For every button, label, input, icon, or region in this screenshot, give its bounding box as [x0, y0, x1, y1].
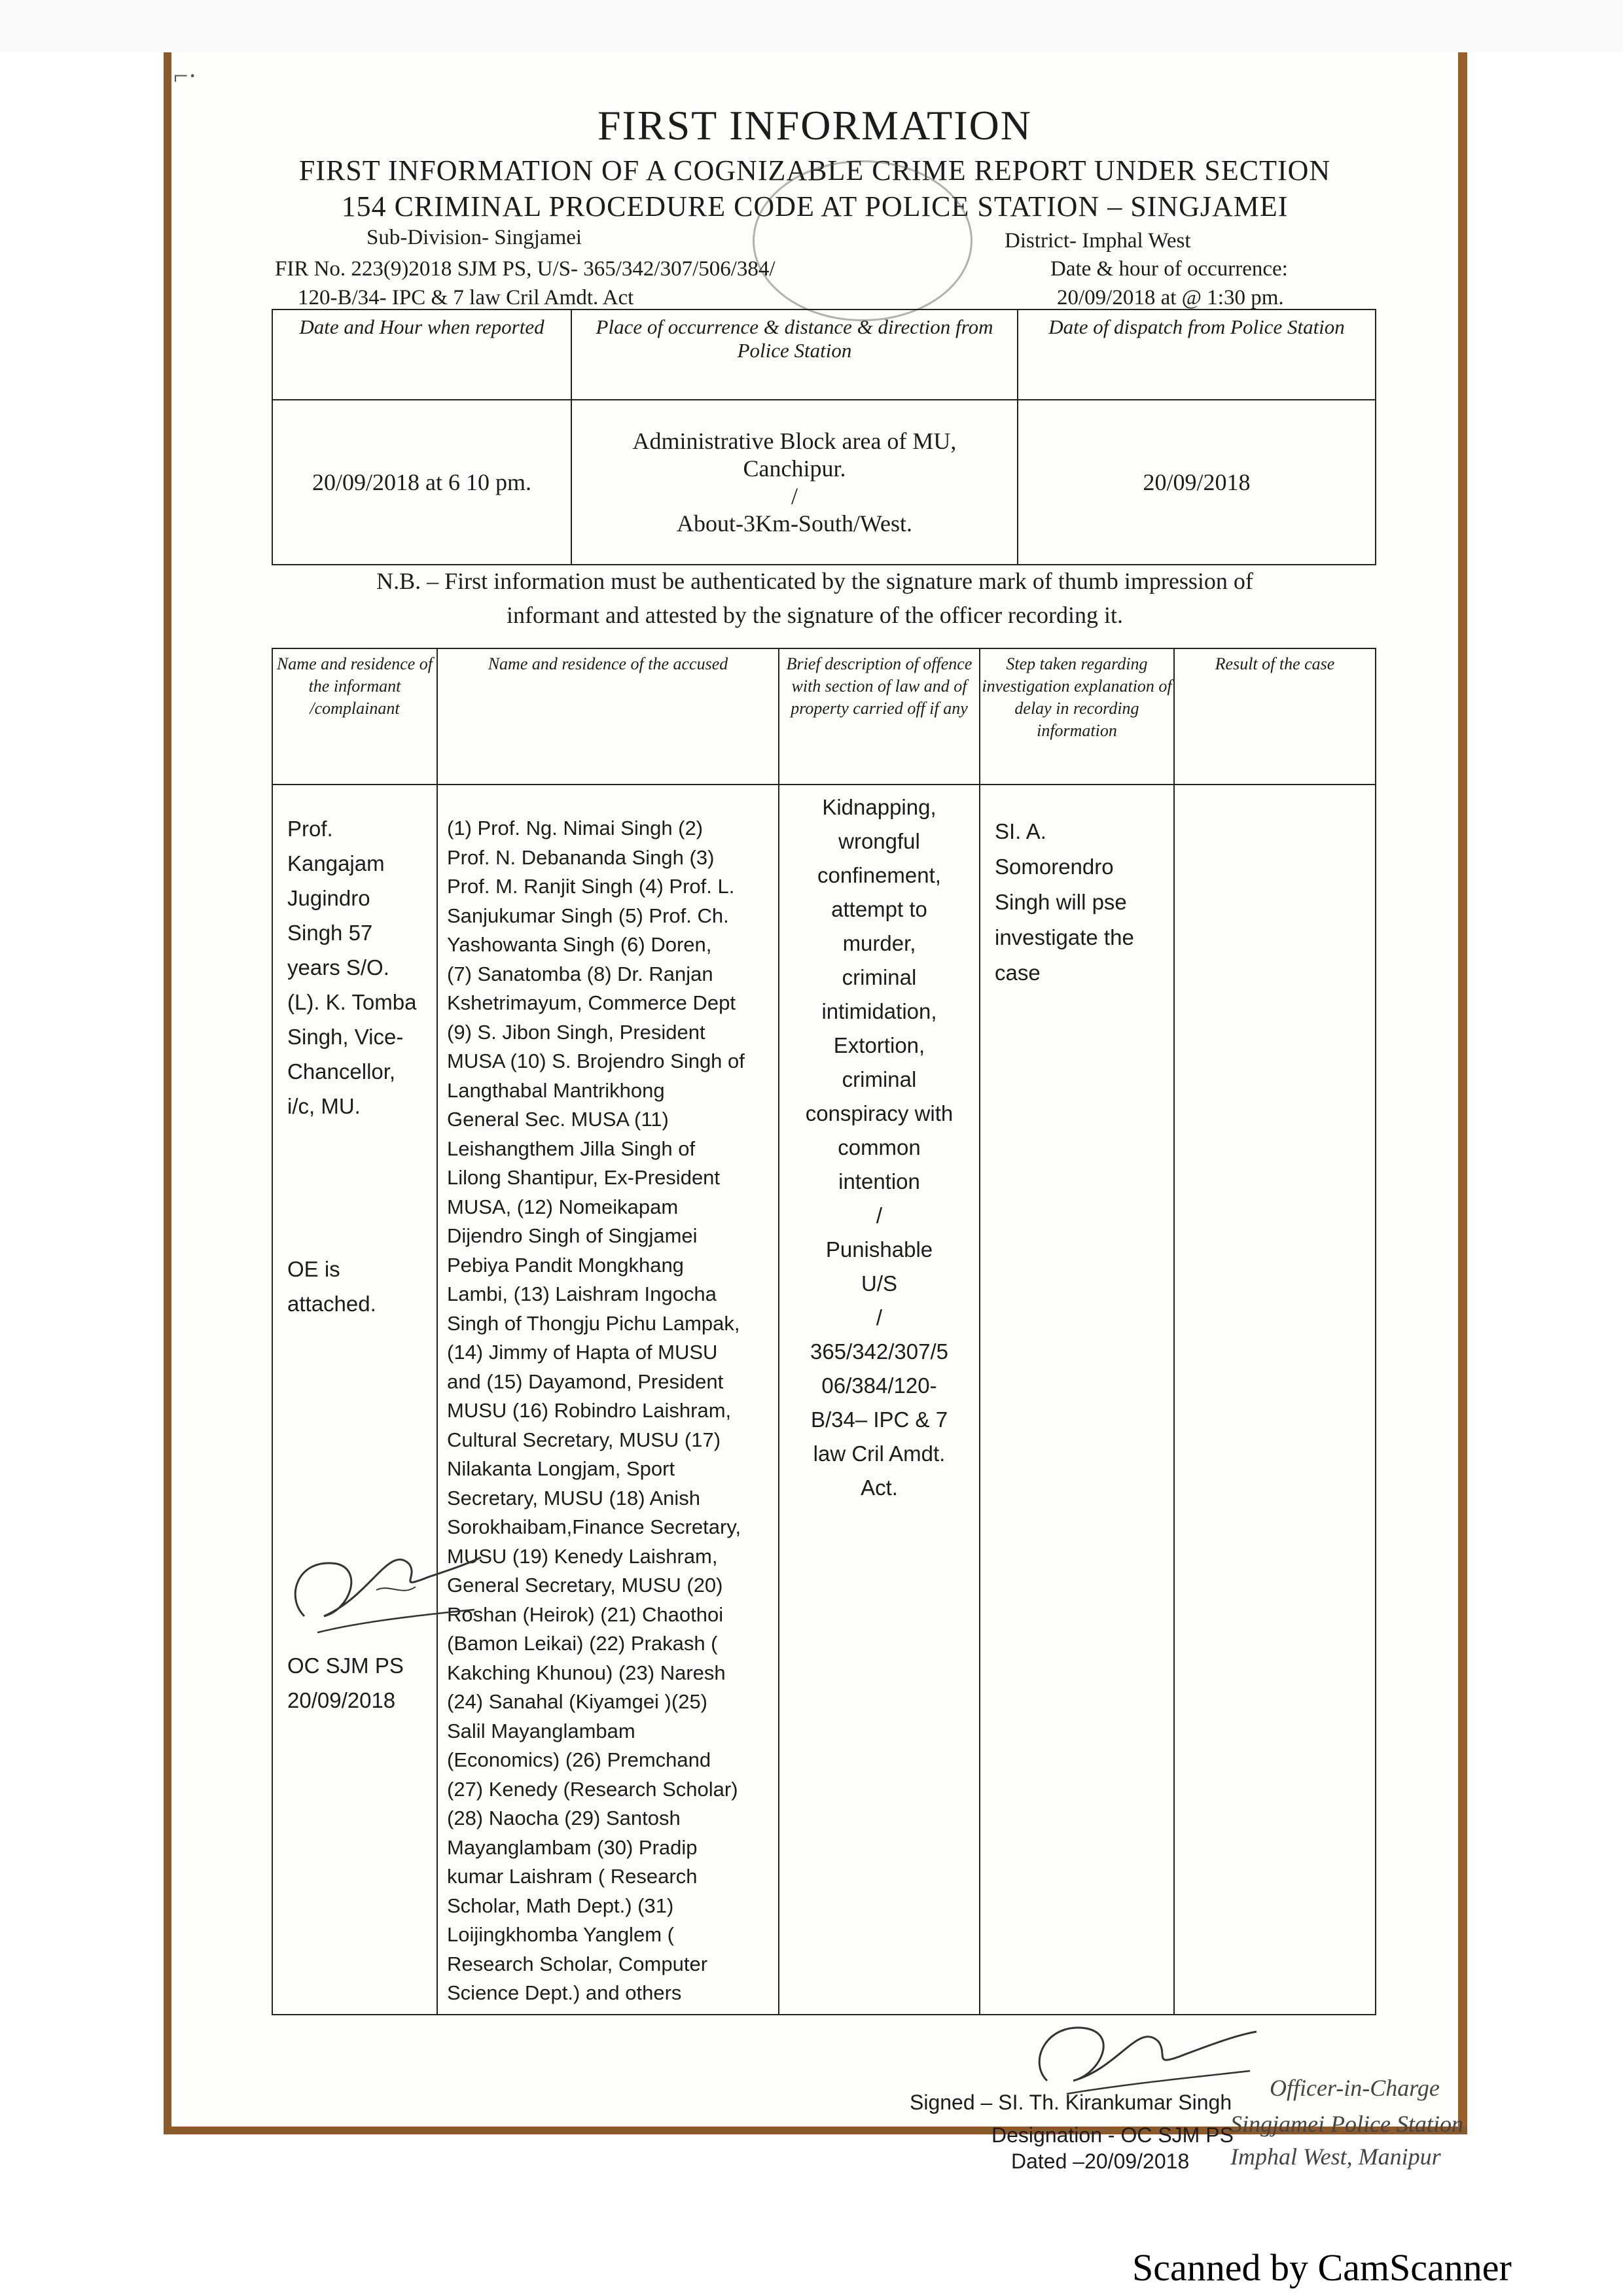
offence-line: / — [876, 1305, 883, 1330]
stamp-text-line: Officer-in-Charge — [1270, 2075, 1440, 2101]
offence-line: common — [838, 1135, 921, 1159]
accused-line: MUSU (16) Robindro Laishram, — [447, 1399, 732, 1422]
informant-line: (L). K. Tomba — [287, 990, 417, 1014]
value-date-dispatch: 20/09/2018 — [1018, 400, 1376, 565]
header-accused: Name and residence of the accused — [437, 648, 779, 785]
informant-line: Jugindro — [287, 886, 370, 910]
staple-mark: ⌐· — [173, 61, 197, 90]
signed-by: Signed – SI. Th. Kirankumar Singh — [910, 2091, 1232, 2114]
accused-cell — [437, 785, 779, 2015]
camscanner-watermark: Scanned by CamScanner — [1132, 2246, 1512, 2289]
accused-line: Sorokhaibam,Finance Secretary, — [447, 1515, 741, 1538]
fir-number: FIR No. 223(9)2018 SJM PS, U/S- 365/342/307/506/384/ — [275, 257, 776, 281]
accused-line: Research Scholar, Computer — [447, 1952, 708, 1975]
nb-note-line: informant and attested by the signature of the officer recording it. — [506, 602, 1123, 628]
place-line: About-3Km-South/West. — [676, 510, 913, 537]
informant-line: Kangajam — [287, 851, 385, 875]
accused-line: (27) Kenedy (Research Scholar) — [447, 1777, 738, 1801]
stamp-text-line: Imphal West, Manipur — [1230, 2144, 1441, 2170]
offence-line: U/S — [861, 1271, 897, 1296]
accused-line: Pebiya Pandit Mongkhang — [447, 1253, 684, 1277]
offence-line: wrongful — [838, 829, 920, 853]
police-seal-stamp — [753, 160, 972, 321]
accused-line: General Secretary, MUSU (20) — [447, 1574, 723, 1597]
offence-line: law Cril Amdt. — [813, 1441, 946, 1466]
accused-line: (28) Naocha (29) Santosh — [447, 1807, 681, 1829]
offence-line: intention — [838, 1169, 920, 1193]
place-line: / — [791, 483, 798, 509]
accused-line: Nilakanta Longjam, Sport — [447, 1457, 675, 1480]
accused-line: Salil Mayanglambam — [447, 1719, 635, 1742]
informant-line: Chancellor, — [287, 1059, 396, 1084]
accused-line: (14) Jimmy of Hapta of MUSU — [447, 1341, 718, 1364]
offence-line: Kidnapping, — [822, 795, 936, 819]
accused-line: Dijendro Singh of Singjamei — [447, 1224, 698, 1247]
offence-line: Extortion, — [833, 1033, 925, 1057]
offence-line: B/34– IPC & 7 — [810, 1407, 948, 1432]
place-line: Canchipur. — [743, 455, 846, 482]
document-subtitle-line1: FIRST INFORMATION OF A COGNIZABLE CRIME REPORT UNDER SECTION — [298, 154, 1331, 186]
nb-note-line: N.B. – First information must be authenticated by the signature mark of thumb impression of — [376, 568, 1253, 594]
header-offence: Brief description of offence with section of law and of property carried off if any — [779, 648, 980, 785]
header-result: Result of the case — [1174, 648, 1376, 785]
accused-line: Leishangthem Jilla Singh of — [447, 1137, 696, 1160]
steps-line: investigate the — [995, 925, 1134, 949]
case-details-table — [272, 648, 1376, 2015]
oe-attached-line: OE is — [287, 1257, 340, 1281]
dated: Dated –20/09/2018 — [1011, 2149, 1190, 2173]
accused-line: and (15) Dayamond, President — [447, 1369, 724, 1393]
offence-line: 06/384/120- — [821, 1373, 937, 1398]
offence-cell — [779, 785, 980, 2015]
value-date-reported: 20/09/2018 at 6 10 pm. — [272, 400, 571, 565]
oe-attached-line: attached. — [287, 1292, 376, 1316]
accused-line: Prof. M. Ranjit Singh (4) Prof. L. — [447, 875, 735, 898]
oc-signature — [278, 1518, 494, 1649]
oc-line: 20/09/2018 — [287, 1688, 396, 1712]
accused-line: MUSA (10) S. Brojendro Singh of — [447, 1050, 745, 1072]
accused-line: Yashowanta Singh (6) Doren, — [447, 933, 712, 956]
steps-line: SI. A. — [995, 819, 1046, 843]
nb-note — [171, 564, 1458, 632]
informant-line: Prof. — [287, 817, 333, 841]
steps-line: Somorendro — [995, 855, 1114, 879]
scan-background-top — [0, 0, 1623, 52]
scan-edge-left — [164, 52, 171, 2133]
accused-line: Science Dept.) and others — [447, 1981, 682, 2004]
offence-line: Act. — [861, 1475, 898, 1500]
accused-line: Kakching Khunou) (23) Naresh — [447, 1661, 726, 1684]
accused-line: (1) Prof. Ng. Nimai Singh (2) — [447, 817, 704, 839]
offence-line: criminal — [842, 1067, 917, 1091]
scan-edge-right — [1458, 52, 1467, 2133]
accused-line: Lilong Shantipur, Ex-President — [447, 1166, 721, 1189]
value-place-of-occurrence — [571, 400, 1018, 565]
accused-line: Mayanglambam (30) Pradip — [447, 1835, 698, 1859]
accused-line: (Bamon Leikai) (22) Prakash ( — [447, 1632, 718, 1655]
accused-line: Kshetrimayum, Commerce Dept — [447, 991, 736, 1014]
offence-line: criminal — [842, 965, 917, 989]
steps-cell — [980, 785, 1174, 2015]
offence-line: attempt to — [831, 897, 927, 921]
accused-line: (24) Sanahal (Kiyamgei )(25) — [447, 1690, 708, 1713]
steps-text — [980, 785, 1173, 991]
accused-line: Prof. N. Debananda Singh (3) — [447, 845, 715, 869]
occurrence-label: Date & hour of occurrence: — [1050, 257, 1288, 281]
designation: Designation - OC SJM PS — [991, 2123, 1234, 2147]
offence-line: conspiracy with — [805, 1101, 954, 1125]
accused-line: MUSU (19) Kenedy Laishram, — [447, 1544, 718, 1568]
oc-line: OC SJM PS — [287, 1653, 404, 1678]
header-informant: Name and residence of the informant /complainant — [272, 648, 437, 785]
steps-line: Singh will pse — [995, 890, 1127, 914]
header-date-reported: Date and Hour when reported — [272, 309, 571, 400]
result-cell — [1174, 785, 1376, 2015]
accused-line: Lambi, (13) Laishram Ingocha — [447, 1282, 717, 1305]
accused-line: Secretary, MUSU (18) Anish — [447, 1486, 701, 1510]
occurrence-value: 20/09/2018 at @ 1:30 pm. — [1057, 286, 1284, 309]
header-steps: Step taken regarding investigation explanation of delay in recording information — [980, 648, 1174, 785]
accused-line: MUSA, (12) Nomeikapam — [447, 1195, 679, 1218]
accused-line: Scholar, Math Dept.) (31) — [447, 1894, 674, 1917]
accused-line: kumar Laishram ( Research — [447, 1865, 698, 1888]
accused-line: Loijingkhomba Yanglem ( — [447, 1923, 674, 1946]
document-subtitle-line2: 154 CRIMINAL PROCEDURE CODE AT POLICE STATION – SINGJAMEI — [341, 190, 1289, 222]
informant-line: Singh, Vice- — [287, 1025, 404, 1049]
accused-line: Roshan (Heirok) (21) Chaothoi — [447, 1602, 724, 1626]
offence-line: Punishable — [825, 1237, 933, 1262]
steps-line: case — [995, 961, 1041, 985]
offence-line: murder, — [842, 931, 916, 955]
accused-line: Singh of Thongju Pichu Lampak, — [447, 1311, 740, 1335]
stamp-text-line: Singjamei Police Station — [1230, 2111, 1463, 2137]
accused-line: Cultural Secretary, MUSU (17) — [447, 1428, 721, 1451]
informant-line: Singh 57 — [287, 921, 373, 945]
accused-line: Sanjukumar Singh (5) Prof. Ch. — [447, 904, 729, 927]
header-place-of-occurrence: Place of occurrence & distance & direction from Police Station — [571, 309, 1018, 400]
informant-line: years S/O. — [287, 955, 389, 980]
offence-text — [779, 785, 979, 1505]
offence-line: confinement, — [817, 863, 941, 887]
accused-text — [438, 785, 778, 2008]
accused-line: Langthabal Mantrikhong — [447, 1078, 665, 1102]
accused-line: (9) S. Jibon Singh, President — [447, 1020, 705, 1044]
offence-line: / — [876, 1203, 883, 1227]
accused-line: (Economics) (26) Premchand — [447, 1748, 711, 1771]
accused-line: General Sec. MUSA (11) — [447, 1108, 669, 1131]
header-date-dispatch: Date of dispatch from Police Station — [1018, 309, 1376, 400]
sub-division: Sub-Division- Singjamei — [366, 226, 582, 249]
fir-sections: 120-B/34- IPC & 7 law Cril Amdt. Act — [298, 286, 634, 309]
report-details-table — [272, 309, 1376, 565]
district: District- Imphal West — [1005, 229, 1191, 253]
offence-line: intimidation, — [821, 999, 937, 1023]
informant-cell — [272, 785, 437, 2015]
document-title: FIRST INFORMATION — [597, 102, 1033, 149]
offence-line: 365/342/307/5 — [810, 1339, 949, 1364]
place-line: Administrative Block area of MU, — [632, 428, 957, 454]
informant-line: i/c, MU. — [287, 1094, 361, 1118]
accused-line: (7) Sanatomba (8) Dr. Ranjan — [447, 962, 713, 985]
